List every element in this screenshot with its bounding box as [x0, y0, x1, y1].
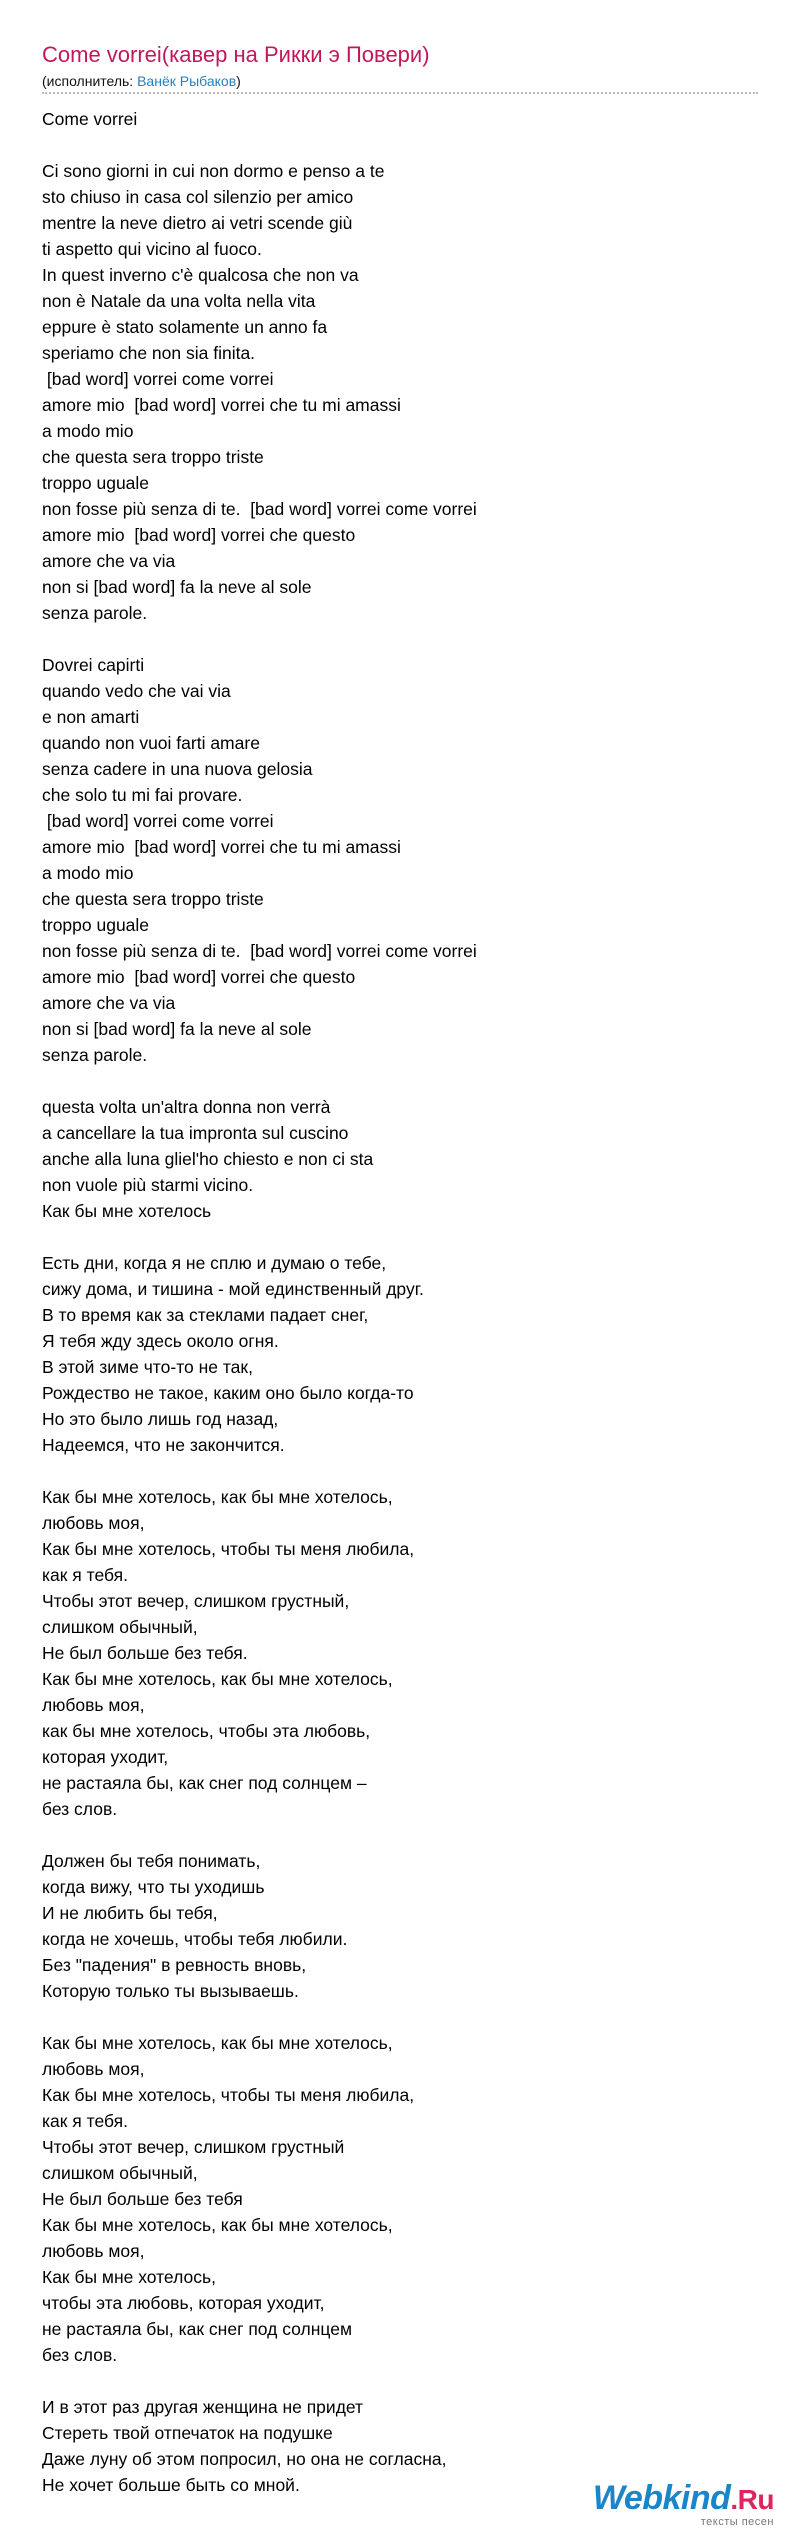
lyric-line: [bad word] vorrei come vorrei — [42, 369, 274, 389]
lyric-line: без слов. — [42, 1799, 118, 1819]
lyric-line: Как бы мне хотелось, — [42, 2267, 216, 2287]
lyric-line: как я тебя. — [42, 2111, 128, 2131]
lyric-line: mentre la neve dietro ai vetri scende giù — [42, 213, 353, 233]
lyric-line: Как бы мне хотелось, как бы мне хотелось, — [42, 1669, 393, 1689]
lyric-line: Но это было лишь год назад, — [42, 1409, 279, 1429]
lyric-line: amore che va via — [42, 551, 176, 571]
lyric-line: Как бы мне хотелось, чтобы ты меня любила, — [42, 1539, 415, 1559]
lyric-line: когда не хочешь, чтобы тебя любили. — [42, 1929, 348, 1949]
lyric-line: che questa sera troppo triste — [42, 447, 264, 467]
lyric-line: Без "падения" в ревность вновь, — [42, 1955, 307, 1975]
lyric-line: Рождество не такое, каким оно было когда-то — [42, 1383, 414, 1403]
logo-suffix-text: .Ru — [730, 2484, 774, 2515]
header-divider — [42, 92, 758, 94]
lyric-line: che solo tu mi fai provare. — [42, 785, 243, 805]
lyric-stanza — [42, 1250, 758, 1458]
lyric-line: слишком обычный, — [42, 2163, 198, 2183]
artist-prefix: (исполнитель: — [42, 73, 138, 89]
lyric-line: amore mio [bad word] vorrei che questo — [42, 967, 356, 987]
lyric-line: любовь моя, — [42, 2059, 145, 2079]
lyric-line: Стереть твой отпечаток на подушке — [42, 2423, 333, 2443]
lyric-stanza — [42, 652, 758, 1068]
lyric-line: сижу дома, и тишина - мой единственный друг. — [42, 1279, 424, 1299]
lyric-line: non fosse più senza di te. [bad word] vorrei come vorrei — [42, 941, 477, 961]
lyric-stanza — [42, 1848, 758, 2004]
lyric-line: не растаяла бы, как снег под солнцем — [42, 2319, 352, 2339]
artist-suffix: ) — [236, 73, 241, 89]
lyric-line: как я тебя. — [42, 1565, 128, 1585]
lyric-line: Я тебя жду здесь около огня. — [42, 1331, 279, 1351]
lyric-line: Которую только ты вызываешь. — [42, 1981, 299, 2001]
logo-main-text: Webkind — [592, 2479, 731, 2517]
lyric-line: Не был больше без тебя — [42, 2189, 243, 2209]
lyric-line: a cancellare la tua impronta sul cuscino — [42, 1123, 349, 1143]
lyric-line: не растаяла бы, как снег под солнцем – — [42, 1773, 367, 1793]
lyric-line: non vuole più starmi vicino. — [42, 1175, 254, 1195]
lyric-line: a modo mio — [42, 421, 134, 441]
lyric-line: любовь моя, — [42, 1695, 145, 1715]
site-logo[interactable] — [593, 2480, 774, 2528]
lyric-line: e non amarti — [42, 707, 140, 727]
lyric-line: любовь моя, — [42, 1513, 145, 1533]
lyric-line: ti aspetto qui vicino al fuoco. — [42, 239, 262, 259]
lyric-line: Не был больше без тебя. — [42, 1643, 248, 1663]
lyric-line: senza cadere in una nuova gelosia — [42, 759, 313, 779]
lyric-line: non fosse più senza di te. [bad word] vorrei come vorrei — [42, 499, 477, 519]
song-header — [42, 40, 758, 90]
lyric-line: troppo uguale — [42, 473, 150, 493]
lyric-line: чтобы эта любовь, которая уходит, — [42, 2293, 325, 2313]
lyric-line: a modo mio — [42, 863, 134, 883]
lyric-line: Не хочет больше быть со мной. — [42, 2475, 300, 2495]
lyric-line: senza parole. — [42, 1045, 148, 1065]
lyric-line: которая уходит, — [42, 1747, 169, 1767]
logo-wordmark — [593, 2480, 774, 2518]
lyric-line: Как бы мне хотелось, как бы мне хотелось, — [42, 2033, 393, 2053]
lyric-line: как бы мне хотелось, чтобы эта любовь, — [42, 1721, 371, 1741]
lyric-stanza — [42, 2030, 758, 2368]
lyric-line: amore mio [bad word] vorrei che questo — [42, 525, 356, 545]
lyric-line: troppo uguale — [42, 915, 150, 935]
lyric-line: speriamo che non sia finita. — [42, 343, 256, 363]
lyric-line: Надеемся, что не закончится. — [42, 1435, 285, 1455]
lyric-line: Чтобы этот вечер, слишком грустный — [42, 2137, 345, 2157]
artist-link[interactable]: Ванёк Рыбаков — [137, 73, 237, 89]
lyric-line: Как бы мне хотелось, как бы мне хотелось, — [42, 1487, 393, 1507]
lyric-stanza — [42, 1484, 758, 1822]
lyric-stanza — [42, 158, 758, 626]
lyric-line: Даже луну об этом попросил, но она не согласна, — [42, 2449, 447, 2469]
lyric-line: Dovrei capirti — [42, 655, 145, 675]
lyric-line: amore mio [bad word] vorrei che tu mi amassi — [42, 837, 401, 857]
lyric-line: anche alla luna gliel'ho chiesto e non ci sta — [42, 1149, 374, 1169]
lyric-line: Есть дни, когда я не сплю и думаю о тебе, — [42, 1253, 387, 1273]
lyric-line: quando vedo che vai via — [42, 681, 231, 701]
lyric-line: non si [bad word] fa la neve al sole — [42, 1019, 312, 1039]
lyric-line: Как бы мне хотелось, как бы мне хотелось, — [42, 2215, 393, 2235]
lyric-line: слишком обычный, — [42, 1617, 198, 1637]
lyric-line: любовь моя, — [42, 2241, 145, 2261]
lyric-line: Как бы мне хотелось, чтобы ты меня любила, — [42, 2085, 415, 2105]
song-title: Come vorrei(кавер на Рикки э Повери) — [42, 42, 430, 67]
lyric-stanza — [42, 106, 758, 132]
lyric-line: В этой зиме что-то не так, — [42, 1357, 253, 1377]
lyric-stanza — [42, 1094, 758, 1224]
lyric-line: И в этот раз другая женщина не придет — [42, 2397, 364, 2417]
lyric-line: amore che va via — [42, 993, 176, 1013]
lyric-line: senza parole. — [42, 603, 148, 623]
lyric-line: In quest inverno c'è qualcosa che non va — [42, 265, 359, 285]
lyric-line: Come vorrei — [42, 109, 138, 129]
lyric-line: eppure è stato solamente un anno fa — [42, 317, 328, 337]
lyric-line: sto chiuso in casa col silenzio per amico — [42, 187, 354, 207]
lyric-line: Должен бы тебя понимать, — [42, 1851, 261, 1871]
lyric-line: quando non vuoi farti amare — [42, 733, 260, 753]
lyric-line: В то время как за стеклами падает снег, — [42, 1305, 369, 1325]
lyric-line: questa volta un'altra donna non verrà — [42, 1097, 331, 1117]
logo-subtitle: тексты песен — [700, 2516, 774, 2528]
lyric-line: che questa sera troppo triste — [42, 889, 264, 909]
lyric-line: Ci sono giorni in cui non dormo e penso a te — [42, 161, 385, 181]
lyric-line: И не любить бы тебя, — [42, 1903, 218, 1923]
lyric-line: non è Natale da una volta nella vita — [42, 291, 316, 311]
lyric-line: Как бы мне хотелось — [42, 1201, 212, 1221]
lyric-line: amore mio [bad word] vorrei che tu mi amassi — [42, 395, 401, 415]
lyric-line: non si [bad word] fa la neve al sole — [42, 577, 312, 597]
lyrics-text — [42, 106, 758, 2524]
lyric-line: [bad word] vorrei come vorrei — [42, 811, 274, 831]
lyric-line: когда вижу, что ты уходишь — [42, 1877, 265, 1897]
lyric-line: Чтобы этот вечер, слишком грустный, — [42, 1591, 350, 1611]
artist-line — [42, 72, 758, 90]
lyric-line: без слов. — [42, 2345, 118, 2365]
